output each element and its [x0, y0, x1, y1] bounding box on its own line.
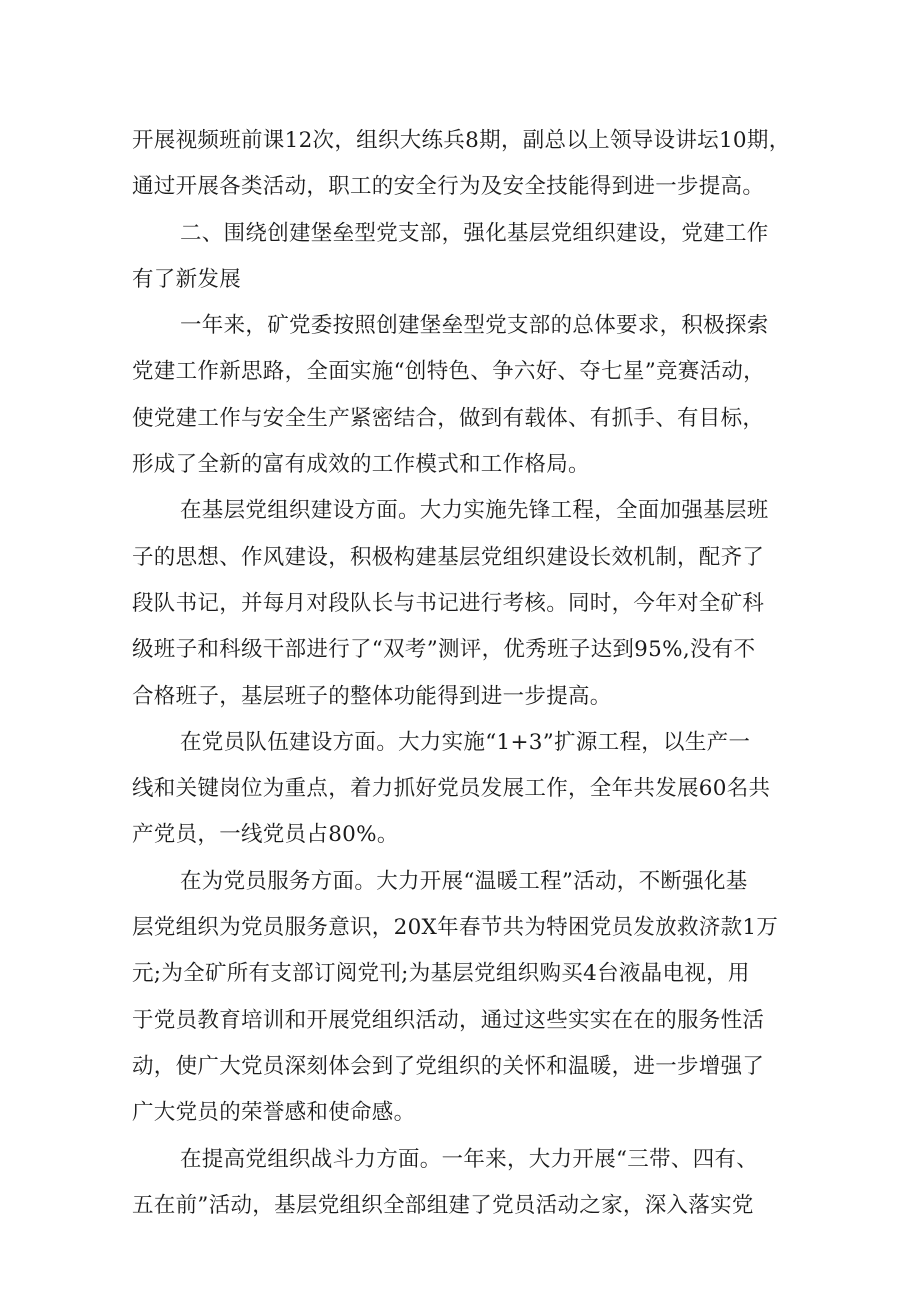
- text-line: 在提高党组织战斗力方面。一年来，大力开展“三带、四有、: [180, 1146, 759, 1172]
- text-line: 形成了全新的富有成效的工作模式和工作格局。: [132, 452, 590, 478]
- text-line: 五在前”活动，基层党组织全部组建了党员活动之家，深入落实党: [132, 1192, 754, 1218]
- document-body: [132, 118, 800, 1229]
- paragraph-activities-summary: [132, 118, 800, 211]
- text-line: 在为党员服务方面。大力开展“温暖工程”活动，不断强化基: [180, 868, 748, 894]
- paragraph-party-committee-overview: [132, 303, 800, 488]
- paragraph-combat-effectiveness: [132, 1137, 800, 1230]
- text-line: 使党建工作与安全生产紧密结合，做到有载体、有抓手、有目标，: [132, 405, 765, 431]
- text-line: 通过开展各类活动，职工的安全行为及安全技能得到进一步提高。: [132, 174, 765, 200]
- paragraph-member-services: [132, 859, 800, 1137]
- text-line: 合格班子，基层班子的整体功能得到进一步提高。: [132, 683, 612, 709]
- text-line: 在党员队伍建设方面。大力实施“1+3”扩源工程，以生产一: [180, 729, 751, 755]
- text-line: 有了新发展: [132, 266, 242, 292]
- text-line: 党建工作新思路，全面实施“创特色、争六好、夺七星”竞赛活动，: [132, 359, 765, 385]
- section-heading-party-building: [132, 211, 800, 304]
- text-line: 线和关键岗位为重点，着力抓好党员发展工作，全年共发展60名共: [132, 776, 771, 802]
- text-line: 产党员，一线党员占80%。: [132, 822, 399, 848]
- text-line: 一年来，矿党委按照创建堡垒型党支部的总体要求，积极探索: [180, 313, 769, 339]
- text-line: 动，使广大党员深刻体会到了党组织的关怀和温暖，进一步增强了: [132, 1053, 765, 1079]
- text-line: 层党组织为党员服务意识，20X年春节共为特困党员发放救济款1万: [132, 915, 779, 941]
- text-line: 于党员教育培训和开展党组织活动，通过这些实实在在的服务性活: [132, 1007, 765, 1033]
- text-line: 级班子和科级干部进行了“双考”测评，优秀班子达到95%,没有不: [132, 637, 756, 663]
- text-line: 二、围绕创建堡垒型党支部，强化基层党组织建设，党建工作: [180, 220, 769, 246]
- text-line: 子的思想、作风建设，积极构建基层党组织建设长效机制，配齐了: [132, 544, 765, 570]
- paragraph-grassroots-organization: [132, 488, 800, 719]
- text-line: 段队书记，并每月对段队长与书记进行考核。同时，今年对全矿科: [132, 590, 765, 616]
- paragraph-member-development: [132, 720, 800, 859]
- text-line: 开展视频班前课12次，组织大练兵8期，副总以上领导设讲坛10期，: [132, 128, 791, 153]
- text-line: 在基层党组织建设方面。大力实施先锋工程，全面加强基层班: [180, 498, 769, 524]
- text-line: 广大党员的荣誉感和使命感。: [132, 1100, 416, 1126]
- text-line: 元;为全矿所有支部订阅党刊;为基层党组织购买4台液晶电视，用: [132, 961, 750, 987]
